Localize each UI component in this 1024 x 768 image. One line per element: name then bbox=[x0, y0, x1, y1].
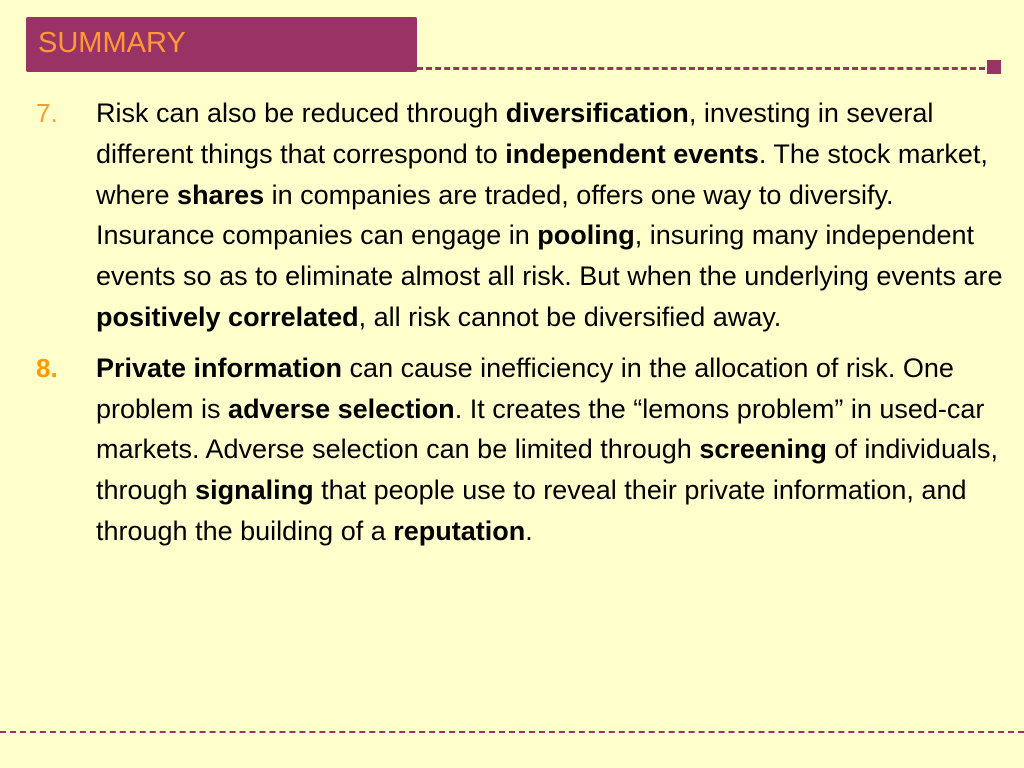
key-term: pooling bbox=[537, 220, 635, 251]
text-run: in companies are traded, offers one way to diversify. Insurance companies can engage in bbox=[96, 179, 894, 251]
key-term: Private information bbox=[96, 352, 343, 383]
key-term: adverse selection bbox=[228, 393, 455, 424]
item-number: 8. bbox=[36, 352, 58, 383]
text-run: . It creates the “lemons problem” in used-car markets. Adverse selection can be limited through bbox=[96, 393, 985, 465]
title-bar bbox=[26, 17, 417, 72]
key-term: shares bbox=[177, 179, 265, 210]
slide-title: SUMMARY bbox=[38, 27, 186, 59]
item-paragraph bbox=[96, 93, 1006, 338]
text-run: , insuring many independent events so as to eliminate almost all risk. But when the underlying events are bbox=[96, 220, 1003, 292]
key-term: reputation bbox=[393, 515, 526, 546]
key-term: diversification bbox=[505, 98, 689, 128]
text-run: can cause inefficiency in the allocation of risk. One problem is bbox=[96, 352, 954, 424]
key-term: signaling bbox=[195, 475, 314, 506]
text-run: , investing in several different things that correspond to bbox=[96, 98, 934, 169]
key-term: positively correlated bbox=[96, 301, 359, 332]
summary-item-8 bbox=[36, 348, 1006, 552]
text-run: , all risk cannot be diversified away. bbox=[358, 301, 782, 332]
divider-end-square bbox=[987, 60, 1001, 74]
item-number: 7. bbox=[36, 98, 58, 128]
text-run: of individuals, through bbox=[96, 434, 998, 506]
bottom-dashed-divider bbox=[0, 731, 1024, 733]
text-run: . bbox=[525, 515, 533, 546]
item-paragraph bbox=[96, 348, 1006, 552]
text-run: . The stock market, where bbox=[96, 138, 988, 210]
key-term: screening bbox=[699, 434, 827, 465]
text-run: Risk can also be reduced through bbox=[96, 98, 506, 128]
summary-list bbox=[36, 93, 1006, 552]
top-dashed-divider bbox=[417, 67, 985, 70]
key-term: independent events bbox=[505, 138, 759, 169]
text-run: that people use to reveal their private information, and through the building of a bbox=[96, 475, 967, 546]
summary-item-7 bbox=[36, 93, 1006, 338]
